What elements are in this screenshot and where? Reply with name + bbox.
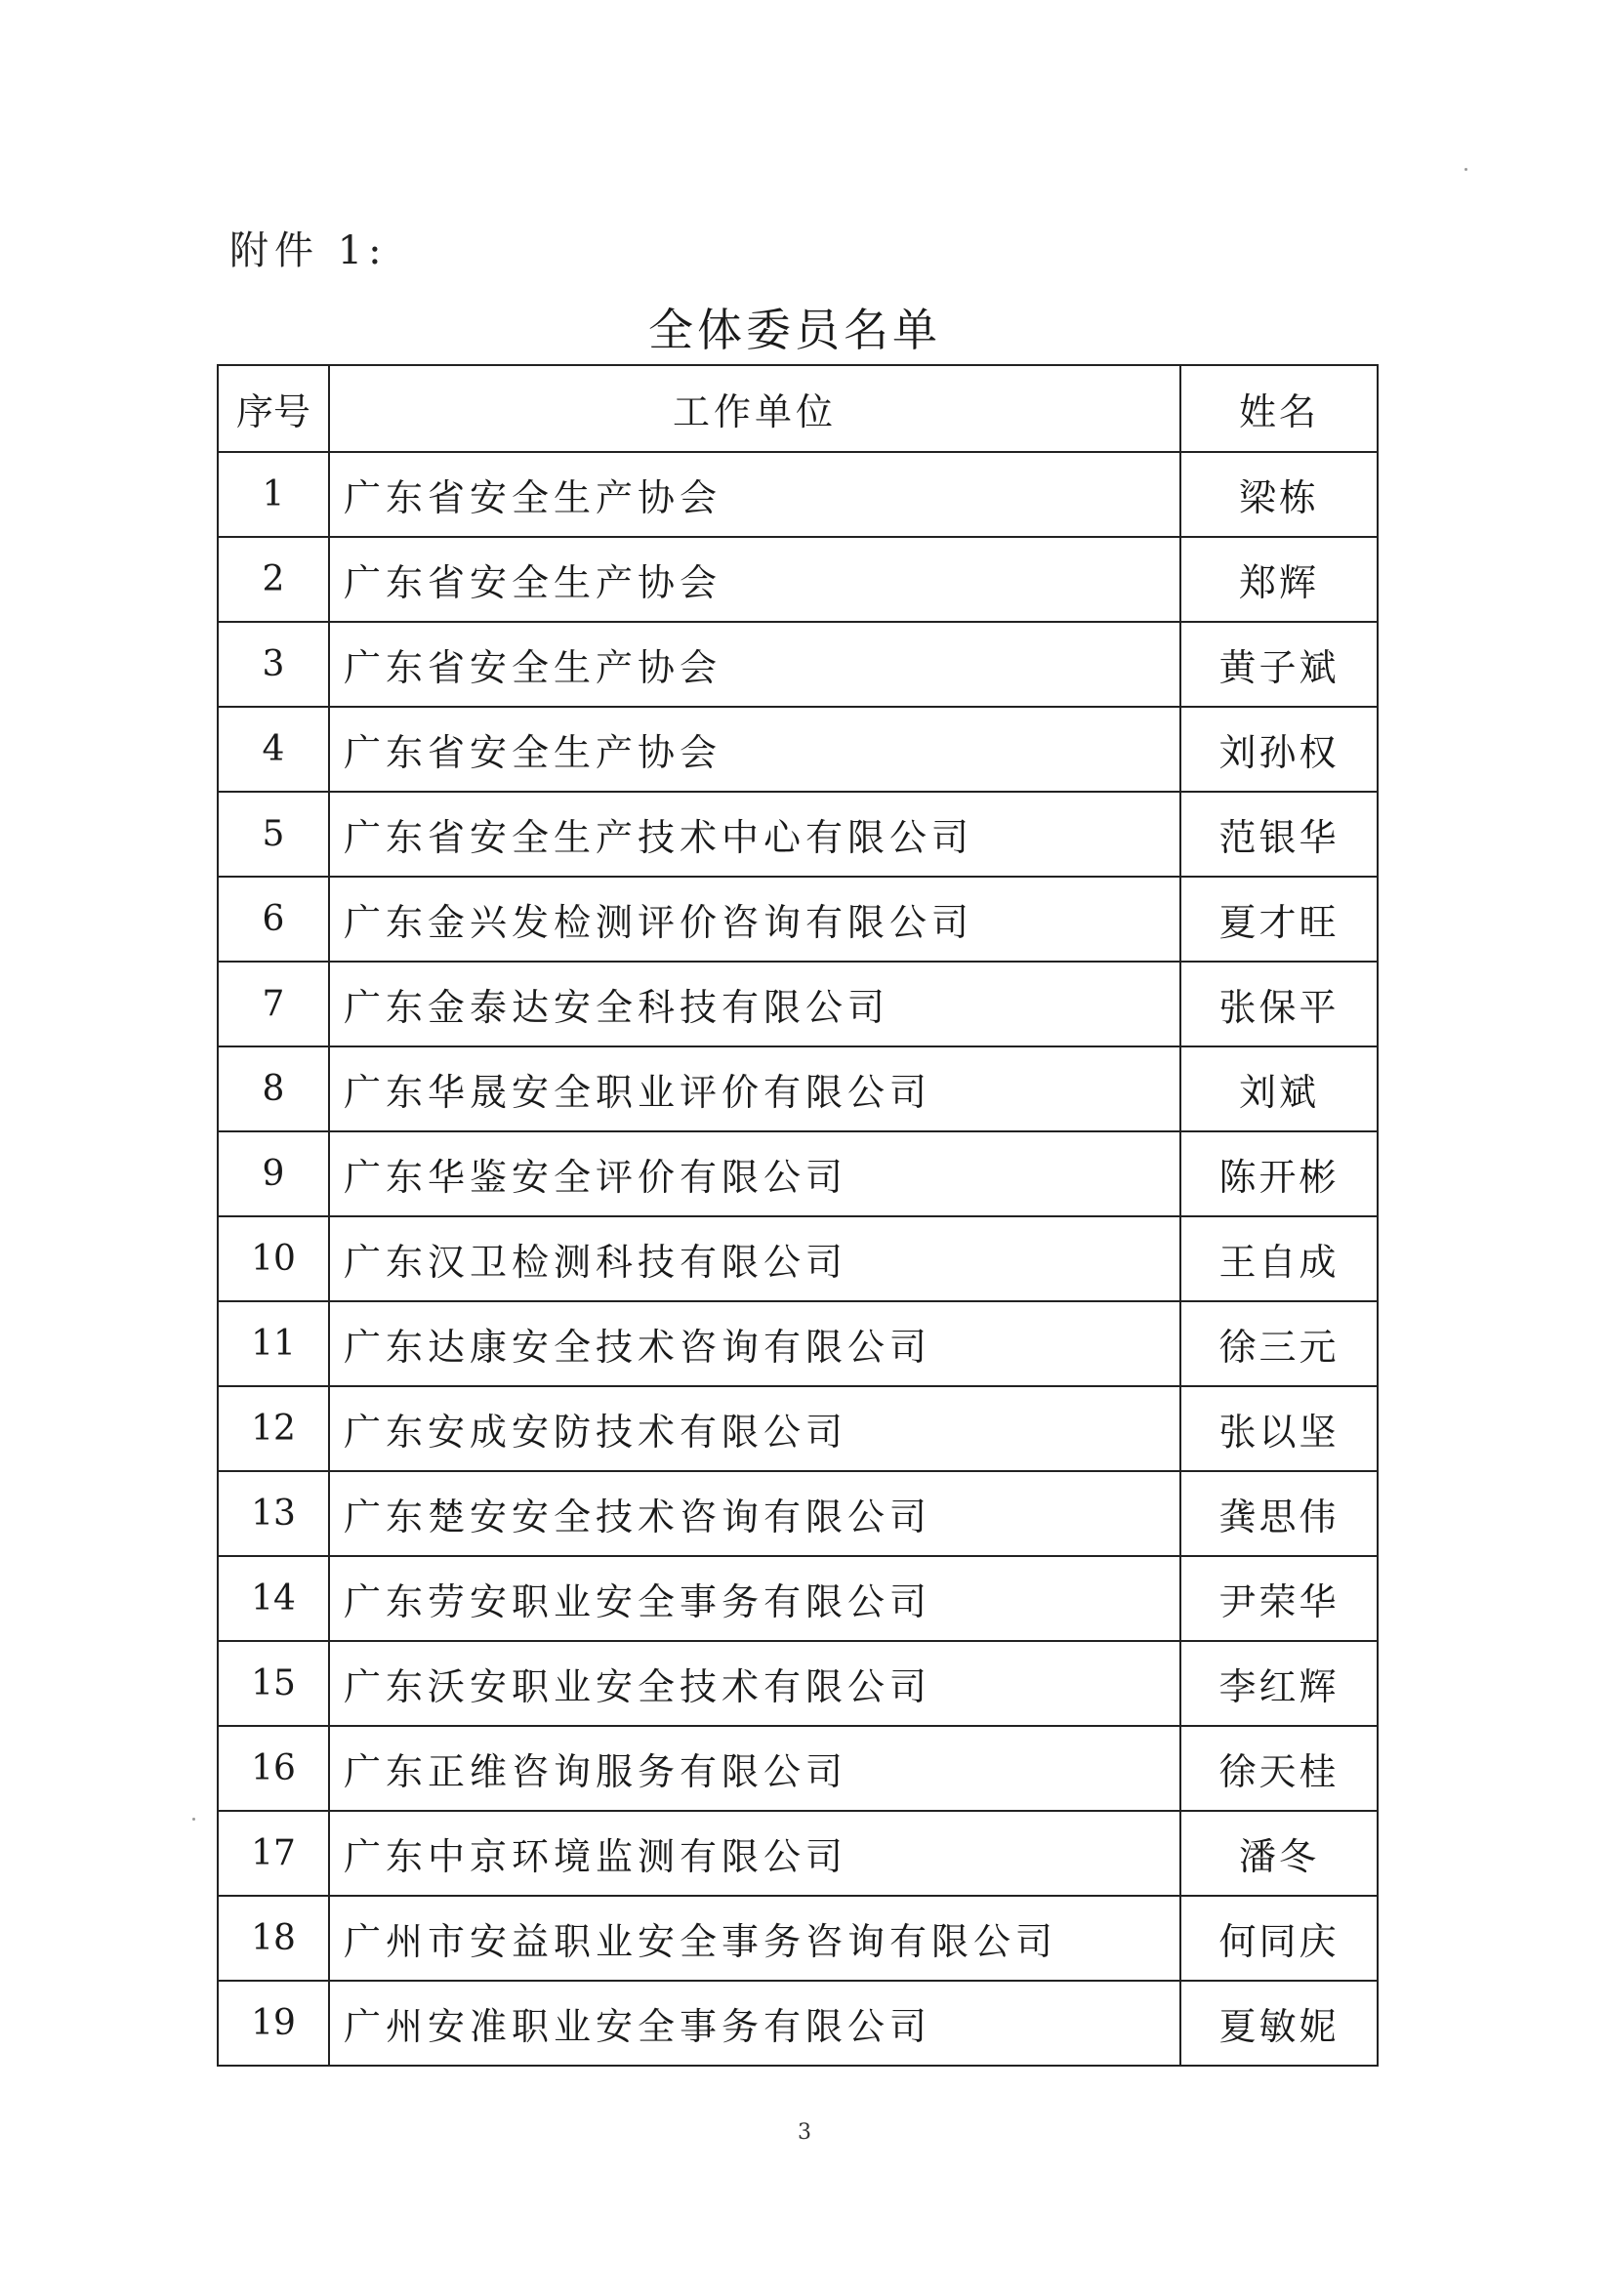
attachment-label: 附件 1: — [229, 228, 388, 273]
row-name: 潘冬 — [1180, 1811, 1378, 1896]
table-row — [218, 707, 1378, 792]
table-row — [218, 1726, 1378, 1811]
row-unit: 广东楚安安全技术咨询有限公司 — [329, 1471, 1180, 1556]
row-no: 12 — [218, 1386, 329, 1471]
row-no: 19 — [218, 1981, 329, 2066]
page-title-text: 全体委员名单 — [648, 304, 941, 356]
row-unit: 广州市安益职业安全事务咨询有限公司 — [329, 1896, 1180, 1981]
row-name: 夏敏妮 — [1180, 1981, 1378, 2066]
row-unit: 广东正维咨询服务有限公司 — [329, 1726, 1180, 1811]
row-no: 10 — [218, 1216, 329, 1301]
header-no: 序号 — [218, 365, 329, 452]
row-name: 黄子斌 — [1180, 622, 1378, 707]
row-name: 徐三元 — [1180, 1301, 1378, 1386]
row-unit: 广东金泰达安全科技有限公司 — [329, 962, 1180, 1046]
row-no: 5 — [218, 792, 329, 877]
table-row — [218, 962, 1378, 1046]
row-no: 7 — [218, 962, 329, 1046]
table-row — [218, 1981, 1378, 2066]
row-name: 刘斌 — [1180, 1046, 1378, 1131]
page-number: 3 — [798, 2120, 811, 2145]
table-row — [218, 1046, 1378, 1131]
row-unit: 广东省安全生产技术中心有限公司 — [329, 792, 1180, 877]
row-no: 18 — [218, 1896, 329, 1981]
row-name: 陈开彬 — [1180, 1131, 1378, 1216]
row-name: 张以坚 — [1180, 1386, 1378, 1471]
row-unit: 广东华晟安全职业评价有限公司 — [329, 1046, 1180, 1131]
table-row — [218, 622, 1378, 707]
row-no: 9 — [218, 1131, 329, 1216]
row-unit: 广东劳安职业安全事务有限公司 — [329, 1556, 1180, 1641]
row-name: 李红辉 — [1180, 1641, 1378, 1726]
table-header-row — [218, 365, 1378, 452]
table-row — [218, 537, 1378, 622]
row-unit: 广东安成安防技术有限公司 — [329, 1386, 1180, 1471]
table-row — [218, 1216, 1378, 1301]
row-unit: 广东汉卫检测科技有限公司 — [329, 1216, 1180, 1301]
row-name: 徐天桂 — [1180, 1726, 1378, 1811]
table-row — [218, 1896, 1378, 1981]
row-unit: 广东中京环境监测有限公司 — [329, 1811, 1180, 1896]
table-row — [218, 1811, 1378, 1896]
row-name: 何同庆 — [1180, 1896, 1378, 1981]
row-unit: 广东省安全生产协会 — [329, 452, 1180, 537]
table-body — [218, 452, 1378, 2066]
row-name: 范银华 — [1180, 792, 1378, 877]
table-row — [218, 1471, 1378, 1556]
member-table — [217, 364, 1379, 2067]
row-no: 17 — [218, 1811, 329, 1896]
row-no: 14 — [218, 1556, 329, 1641]
row-name: 龚思伟 — [1180, 1471, 1378, 1556]
row-no: 6 — [218, 877, 329, 962]
row-name: 张保平 — [1180, 962, 1378, 1046]
row-name: 郑辉 — [1180, 537, 1378, 622]
table-row — [218, 1641, 1378, 1726]
table-row — [218, 1386, 1378, 1471]
row-unit: 广州安准职业安全事务有限公司 — [329, 1981, 1180, 2066]
page-title — [0, 295, 1609, 359]
row-no: 16 — [218, 1726, 329, 1811]
row-no: 8 — [218, 1046, 329, 1131]
header-unit: 工作单位 — [329, 365, 1180, 452]
row-no: 11 — [218, 1301, 329, 1386]
table-row — [218, 452, 1378, 537]
row-name: 尹荣华 — [1180, 1556, 1378, 1641]
row-unit: 广东省安全生产协会 — [329, 707, 1180, 792]
row-no: 4 — [218, 707, 329, 792]
header-name: 姓名 — [1180, 365, 1378, 452]
row-unit: 广东金兴发检测评价咨询有限公司 — [329, 877, 1180, 962]
row-unit: 广东沃安职业安全技术有限公司 — [329, 1641, 1180, 1726]
scan-speck — [1465, 168, 1467, 171]
row-no: 2 — [218, 537, 329, 622]
row-name: 刘孙权 — [1180, 707, 1378, 792]
row-unit: 广东省安全生产协会 — [329, 622, 1180, 707]
row-name: 夏才旺 — [1180, 877, 1378, 962]
row-unit: 广东华鉴安全评价有限公司 — [329, 1131, 1180, 1216]
row-no: 3 — [218, 622, 329, 707]
scan-speck — [192, 1818, 195, 1821]
table-row — [218, 1301, 1378, 1386]
row-name: 王自成 — [1180, 1216, 1378, 1301]
table-row — [218, 1556, 1378, 1641]
table-row — [218, 792, 1378, 877]
table-row — [218, 877, 1378, 962]
row-unit: 广东达康安全技术咨询有限公司 — [329, 1301, 1180, 1386]
row-name: 梁栋 — [1180, 452, 1378, 537]
row-no: 15 — [218, 1641, 329, 1726]
table-row — [218, 1131, 1378, 1216]
row-no: 1 — [218, 452, 329, 537]
row-no: 13 — [218, 1471, 329, 1556]
row-unit: 广东省安全生产协会 — [329, 537, 1180, 622]
